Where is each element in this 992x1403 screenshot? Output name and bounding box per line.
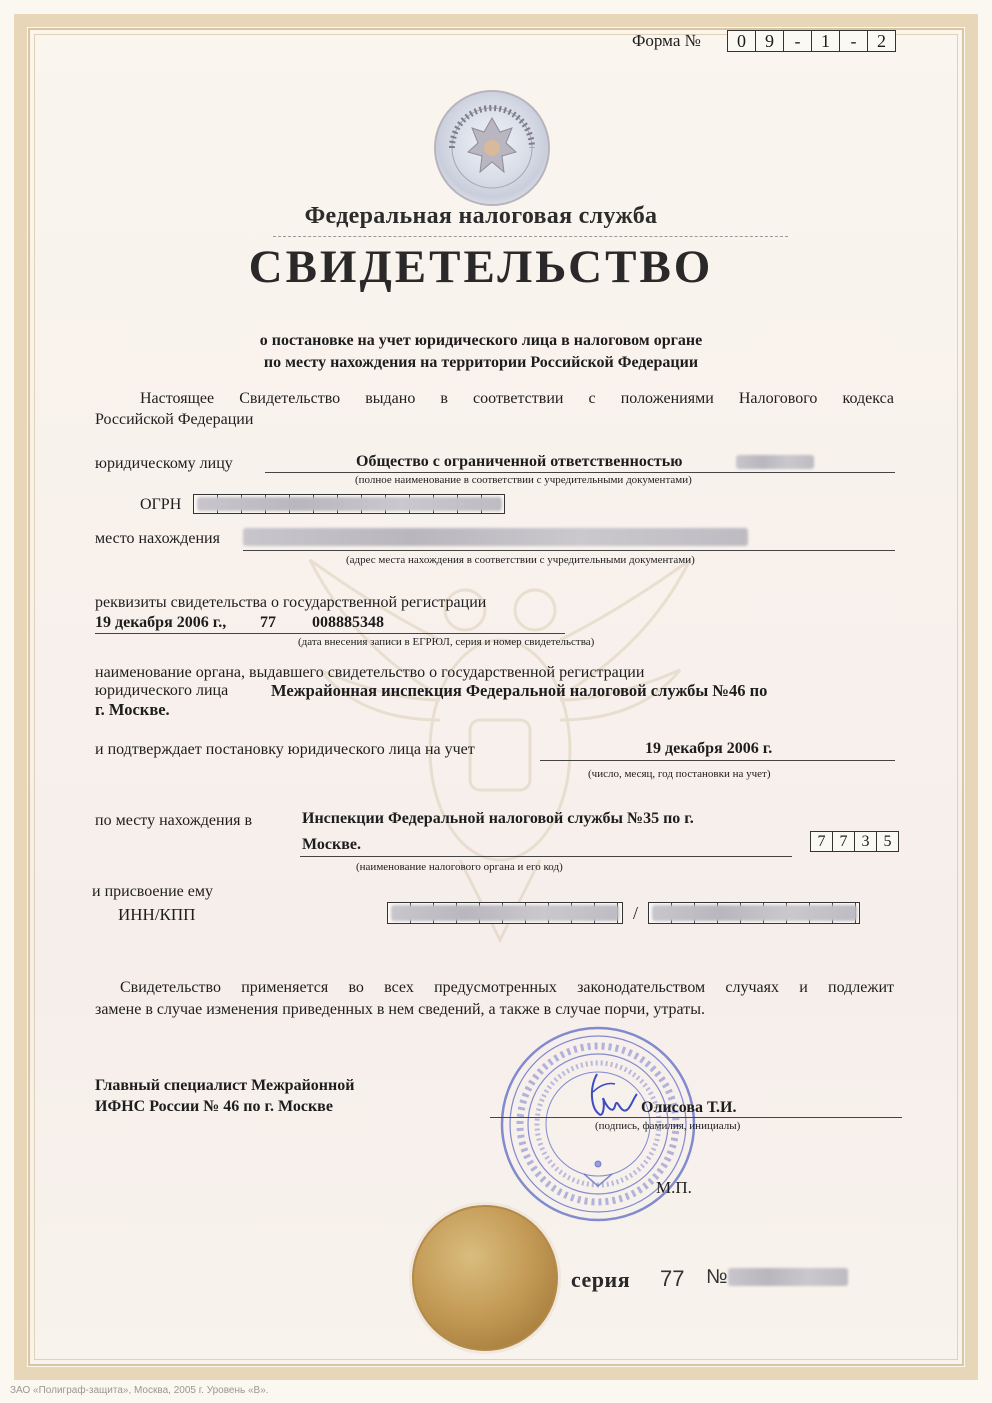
signature-caption: (подпись, фамилия, инициалы) — [595, 1120, 741, 1132]
form-digit: 9 — [755, 30, 784, 52]
tax-office-code-digit: 5 — [876, 831, 899, 852]
gold-seal-icon — [405, 1198, 565, 1358]
document-title: СВИДЕТЕЛЬСТВО — [248, 241, 714, 293]
signer-name: Олисова Т.И. — [641, 1099, 737, 1116]
issuer-label-line2: юридического лица — [95, 682, 229, 699]
closing-line1: Свидетельство применяется во всех предусмотренных законодательством случаях и подлежит — [120, 979, 894, 996]
intro-line2: Российской Федерации — [95, 411, 254, 428]
closing-line2: замене в случае изменения приведенных в нем сведений, а также в случае порчи, утраты. — [95, 1001, 705, 1018]
registration-caption: (дата внесения записи в ЕГРЮЛ, серия и номер свидетельства) — [298, 636, 595, 648]
form-digit: 0 — [727, 30, 756, 52]
registration-underline — [95, 633, 565, 634]
redacted-inn — [391, 905, 619, 921]
location-value-line2: Москве. — [302, 836, 361, 853]
location-caption: (наименование налогового органа и его код) — [356, 861, 563, 873]
form-digit: - — [839, 30, 868, 52]
intro-line1: Настоящее Свидетельство выдано в соответствии с положениями Налогового кодекса — [140, 390, 894, 407]
tax-office-code-cells — [811, 831, 899, 852]
signature-icon — [585, 1068, 645, 1128]
series-label: серия — [571, 1267, 631, 1292]
registration-date: 19 декабря 2006 г., — [95, 614, 227, 631]
series-value: 77 — [660, 1266, 685, 1291]
signer-title-line1: Главный специалист Межрайонной — [95, 1077, 355, 1094]
location-underline — [300, 856, 792, 857]
entity-caption: (полное наименование в соответствии с учредительными документами) — [355, 474, 692, 486]
issuer-label-line1: наименование органа, выдавшего свидетельство о государственной регистрации — [95, 664, 645, 681]
redacted-certificate-number — [728, 1268, 848, 1286]
address-label: место нахождения — [95, 530, 220, 547]
entity-underline — [265, 472, 895, 473]
location-label: по месту нахождения в — [95, 812, 253, 829]
confirm-date: 19 декабря 2006 г. — [645, 740, 773, 757]
issuer-value-line2: г. Москве. — [95, 700, 170, 719]
registration-series: 77 — [260, 614, 276, 631]
service-title: Федеральная налоговая служба — [304, 203, 658, 229]
subtitle-line1: о постановке на учет юридического лица в налоговом органе — [259, 332, 703, 349]
confirm-underline — [540, 760, 895, 761]
number-prefix: № — [706, 1266, 728, 1288]
form-number-label: Форма № — [632, 31, 701, 50]
redacted-kpp — [652, 905, 857, 921]
signature-underline — [490, 1117, 902, 1118]
inn-label-line1: и присвоение ему — [92, 883, 213, 900]
redacted-ogrn — [197, 497, 502, 511]
tax-office-code-digit: 7 — [810, 831, 833, 852]
header-divider — [273, 236, 788, 237]
inn-label-line2: ИНН/КПП — [118, 905, 196, 924]
location-value-line1: Инспекции Федеральной налоговой службы №35 по г. — [302, 810, 694, 827]
tax-office-code-digit: 3 — [854, 831, 877, 852]
form-digit: - — [783, 30, 812, 52]
form-digit: 2 — [867, 30, 896, 52]
address-caption: (адрес места нахождения в соответствии с учредительными документами) — [346, 554, 695, 566]
subtitle-line2: по месту нахождения на территории Российской Федерации — [263, 354, 699, 371]
printer-imprint: ЗАО «Полиграф-защита», Москва, 2005 г. Уровень «В». — [10, 1385, 269, 1396]
confirm-label: и подтверждает постановку юридического лица на учет — [95, 741, 475, 758]
stamp-place-label: М.П. — [656, 1178, 692, 1197]
registration-number: 008885348 — [312, 614, 384, 631]
form-number-cells — [728, 30, 896, 52]
form-digit: 1 — [811, 30, 840, 52]
tax-office-code-digit: 7 — [832, 831, 855, 852]
signer-title-line2: ИФНС России № 46 по г. Москве — [95, 1098, 333, 1115]
entity-label: юридическому лицу — [95, 455, 233, 472]
fns-hologram-icon — [432, 88, 552, 208]
address-underline — [243, 550, 895, 551]
redacted-entity-name — [736, 455, 814, 469]
issuer-value-line1: Межрайонная инспекция Федеральной налоговой службы №46 по — [271, 681, 768, 700]
entity-name: Общество с ограниченной ответственностью — [356, 453, 683, 470]
ogrn-label: ОГРН — [140, 496, 182, 513]
inn-kpp-separator: / — [633, 903, 639, 923]
registration-label: реквизиты свидетельства о государственной регистрации — [95, 594, 487, 611]
confirm-caption: (число, месяц, год постановки на учет) — [588, 768, 771, 780]
redacted-address — [243, 528, 748, 546]
